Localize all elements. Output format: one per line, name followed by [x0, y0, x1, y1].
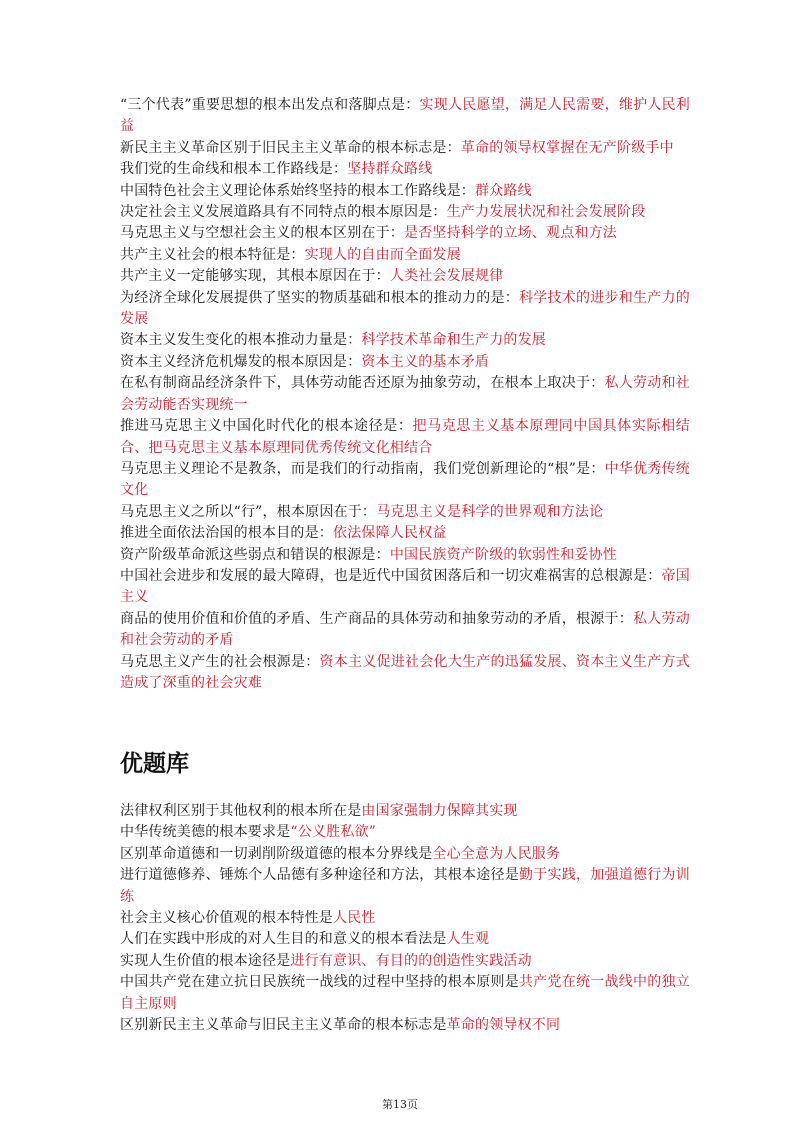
- question-item: [120, 330, 690, 351]
- question-item: [120, 502, 690, 523]
- answer-text: 把马克思主义基本原理同中国具体实际相结合、把马克思主义基本原理同优秀传统文化相结合: [120, 418, 690, 456]
- question-text: 区别新民主主义革命与旧民主主义革命的根本标志是: [120, 1017, 447, 1034]
- answer-text: 马克思主义是科学的世界观和方法论: [376, 503, 604, 520]
- answer-text: 中华优秀传统文化: [120, 460, 691, 499]
- question-item: [120, 951, 690, 972]
- question-text: 人们在实践中形成的对人生目的和意义的根本看法是: [120, 931, 447, 948]
- question-item: [120, 138, 690, 159]
- answer-text: 实现人民愿望，满足人民需要，维护人民利益: [120, 97, 690, 135]
- answer-text: 人生观: [446, 931, 490, 948]
- answer-text: 人民性: [333, 910, 376, 927]
- question-item: [120, 373, 690, 416]
- question-item: [120, 908, 690, 929]
- answer-text: 科学技术革命和生产力的发展: [361, 332, 547, 349]
- question-item: [120, 416, 690, 459]
- answer-text: 人类社会发展规律: [389, 268, 504, 285]
- question-item: [120, 545, 690, 566]
- question-text: 资产阶级革命派这些弱点和错误的根源是：: [120, 546, 390, 563]
- answer-text: 全心全意为人民服务: [432, 845, 561, 862]
- question-item: [120, 202, 690, 223]
- question-item: [120, 844, 690, 865]
- question-text: 资本主义经济危机爆发的根本原因是：: [120, 353, 362, 370]
- question-item: [120, 972, 690, 1015]
- answer-text: 帝国主义: [120, 567, 690, 606]
- answer-text: 共产党在统一战线中的独立自主原则: [120, 974, 690, 1012]
- question-text: 进行道德修养、锤炼个人品德有多种途径和方法，其根本途径是: [120, 867, 520, 884]
- question-text: 商品的使用价值和价值的矛盾、生产商品的具体劳动和抽象劳动的矛盾，根源于：: [120, 610, 634, 627]
- question-item: [120, 159, 690, 180]
- answer-text: 私人劳动和社会劳动能否实现统一: [120, 375, 690, 413]
- question-text: 共产主义社会的根本特征是：: [120, 246, 305, 263]
- question-text: 法律权利区别于其他权利的根本所在是: [120, 803, 362, 819]
- section-title: 优题库: [120, 751, 189, 777]
- answer-text: 革命的领导权不同: [446, 1017, 561, 1034]
- question-text: 马克思主义理论不是教条，而是我们的行动指南，我们党创新理论的“根”是：: [120, 460, 605, 477]
- answer-text: 进行有意识、有目的的创造性实践活动: [290, 952, 532, 969]
- question-item: [120, 523, 690, 544]
- question-text: 共产主义一定能够实现，其根本原因在于：: [120, 268, 390, 285]
- answer-text: 生产力发展状况和社会发展阶段: [446, 204, 646, 221]
- question-item: [120, 459, 690, 502]
- question-item: [120, 95, 690, 138]
- answer-list-top: [120, 95, 690, 694]
- question-text: “三个代表”重要思想的根本出发点和落脚点是：: [120, 97, 420, 113]
- question-text: 我们党的生命线和根本工作路线是：: [120, 161, 348, 178]
- question-text: 新民主主义革命区别于旧民主主义革命的根本标志是：: [120, 139, 461, 156]
- answer-text: 勤于实践，加强道德行为训练: [120, 867, 690, 905]
- question-text: 为经济全球化发展提供了坚实的物质基础和根本的推动力的是：: [120, 289, 520, 306]
- answer-text: “公义胜私欲”: [290, 824, 377, 841]
- question-text: 实现人生价值的根本途径是: [120, 952, 291, 969]
- answer-list-bottom: [120, 801, 690, 1036]
- answer-text: 科学技术的进步和生产力的发展: [120, 289, 690, 328]
- question-text: 决定社会主义发展道路具有不同特点的根本原因是：: [120, 204, 447, 221]
- question-text: 马克思主义产生的社会根源是：: [120, 653, 320, 670]
- answer-text: 群众路线: [475, 182, 532, 199]
- question-item: [120, 609, 690, 652]
- question-item: [120, 245, 690, 266]
- answer-text: 中国民族资产阶级的软弱性和妥协性: [389, 546, 618, 563]
- question-item: [120, 929, 690, 950]
- question-item: [120, 801, 690, 822]
- question-text: 推进全面依法治国的根本目的是：: [120, 525, 333, 542]
- question-text: 区别革命道德和一切剥削阶级道德的根本分界线是: [120, 845, 433, 862]
- question-item: [120, 652, 690, 695]
- question-text: 中国特色社会主义理论体系始终坚持的根本工作路线是：: [120, 182, 475, 199]
- answer-text: 由国家强制力保障其实现: [361, 803, 518, 819]
- answer-text: 资本主义的基本矛盾: [361, 353, 490, 370]
- answer-text: 资本主义促进社会化大生产的迅猛发展、资本主义生产方式造成了深重的社会灾难: [120, 653, 690, 691]
- question-item: [120, 288, 690, 331]
- question-text: 社会主义核心价值观的根本特性是: [120, 910, 333, 927]
- question-item: [120, 223, 690, 244]
- answer-text: 实现人的自由而全面发展: [304, 246, 461, 263]
- question-text: 资本主义发生变化的根本推动力量是：: [120, 332, 362, 349]
- question-text: 中国共产党在建立抗日民族统一战线的过程中坚持的根本原则是: [120, 974, 520, 991]
- answer-text: 坚持群众路线: [347, 161, 433, 178]
- page-number: 第13页: [382, 1098, 418, 1111]
- answer-text: 革命的领导权掌握在无产阶级手中: [460, 139, 674, 156]
- question-text: 马克思主义之所以“行”，根本原因在于：: [120, 503, 377, 520]
- question-text: 在私有制商品经济条件下，具体劳动能否还原为抽象劳动，在根本上取决于：: [120, 375, 605, 392]
- question-text: 推进马克思主义中国化时代化的根本途径是：: [120, 418, 413, 435]
- question-item: [120, 566, 690, 609]
- answer-text: 是否坚持科学的立场、观点和方法: [404, 225, 617, 242]
- question-text: 马克思主义与空想社会主义的根本区别在于：: [120, 225, 404, 242]
- question-item: [120, 822, 690, 843]
- question-item: [120, 865, 690, 908]
- answer-text: 依法保障人民权益: [333, 525, 447, 542]
- question-text: 中国社会进步和发展的最大障碍，也是近代中国贫困落后和一切灾难祸害的总根源是：: [120, 567, 662, 584]
- question-item: [120, 181, 690, 202]
- answer-text: 私人劳动和社会劳动的矛盾: [120, 610, 690, 649]
- question-item: [120, 1015, 690, 1036]
- question-item: [120, 266, 690, 287]
- question-item: [120, 352, 690, 373]
- question-text: 中华传统美德的根本要求是: [120, 824, 291, 841]
